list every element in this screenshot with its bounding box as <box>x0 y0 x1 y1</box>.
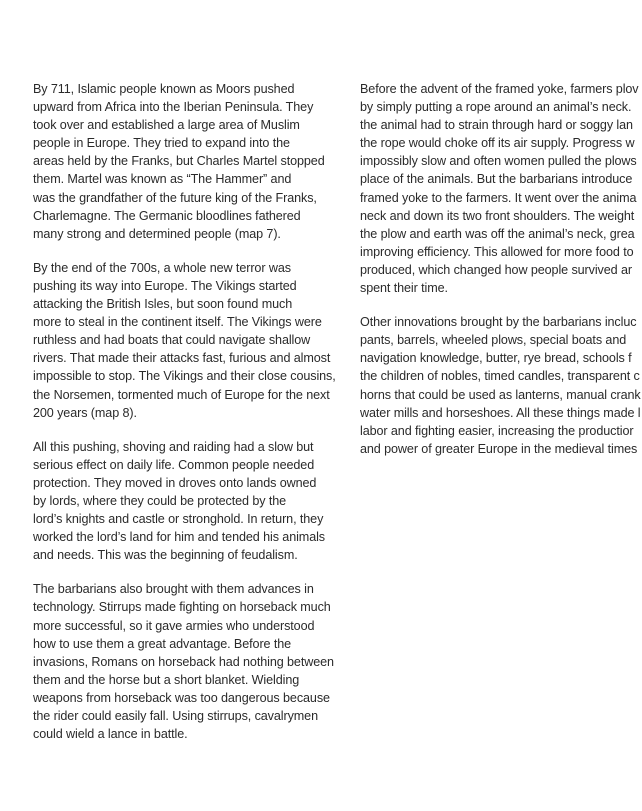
paragraph-feudalism <box>33 438 339 565</box>
text-line: the plow and earth was off the animal’s neck, grea <box>360 226 635 241</box>
text-line: people in Europe. They tried to expand into the <box>33 136 290 151</box>
left-column <box>33 80 339 759</box>
text-line: the rope would choke off its air supply. Progress w <box>360 136 635 151</box>
text-line: by simply putting a rope around an animal’s neck. <box>360 100 632 115</box>
text-line: Before the advent of the framed yoke, farmers plov <box>360 82 639 96</box>
text-line: water mills and horseshoes. All these things made l <box>360 405 641 420</box>
text-line: ruthless and had boats that could navigate shallow <box>33 333 311 348</box>
text-line: By the end of the 700s, a whole new terror was <box>33 260 291 275</box>
text-line: many strong and determined people (map 7). <box>33 226 281 241</box>
text-line: spent their time. <box>360 281 448 296</box>
text-line: The barbarians also brought with them advances in <box>33 582 314 597</box>
right-column <box>360 80 642 474</box>
paragraph-vikings <box>33 259 339 422</box>
text-line: and needs. This was the beginning of feudalism. <box>33 548 298 563</box>
text-line: the animal had to strain through hard or soggy lan <box>360 118 633 133</box>
text-line: All this pushing, shoving and raiding had a slow but <box>33 439 314 454</box>
text-line: attacking the British Isles, but soon found much <box>33 297 293 312</box>
text-line: By 711, Islamic people known as Moors pushed <box>33 82 295 96</box>
text-line: produced, which changed how people survived ar <box>360 262 632 277</box>
text-line: weapons from horseback was too dangerous because <box>33 690 330 705</box>
text-line: rivers. That made their attacks fast, furious and almost <box>33 351 331 366</box>
paragraph-stirrups <box>33 580 339 743</box>
text-line: them. Martel was known as “The Hammer” and <box>33 172 292 187</box>
paragraph-innovations <box>360 313 642 458</box>
text-line: place of the animals. But the barbarians introduce <box>360 172 633 187</box>
text-line: was the grandfather of the future king of the Franks, <box>33 190 317 205</box>
text-line: pushing its way into Europe. The Vikings started <box>33 278 297 293</box>
text-line: worked the lord’s land for him and tended his animals <box>33 530 325 545</box>
text-line: more successful, so it gave armies who understood <box>33 618 315 633</box>
text-line: by lords, where they could be protected by the <box>33 493 287 508</box>
text-line: technology. Stirrups made fighting on horseback much <box>33 600 331 615</box>
text-line: navigation knowledge, butter, rye bread, schools f <box>360 351 632 366</box>
text-line: lord’s knights and castle or stronghold. In return, they <box>33 512 324 527</box>
text-line: improving efficiency. This allowed for more food to <box>360 244 634 259</box>
text-line: and power of greater Europe in the medieval times <box>360 441 638 456</box>
text-line: areas held by the Franks, but Charles Martel stopped <box>33 154 325 169</box>
text-line: serious effect on daily life. Common people needed <box>33 457 315 472</box>
text-line: impossibly slow and often women pulled the plows <box>360 154 637 169</box>
paragraph-framed-yoke <box>360 80 642 297</box>
text-line: how to use them a great advantage. Before the <box>33 636 292 651</box>
text-line: impossible to stop. The Vikings and their close cousins, <box>33 369 336 384</box>
text-line: Other innovations brought by the barbarians incluc <box>360 315 637 330</box>
text-line: framed yoke to the farmers. It went over the anima <box>360 190 637 205</box>
text-line: took over and established a large area of Muslim <box>33 118 300 133</box>
text-line: the children of nobles, timed candles, transparent c <box>360 369 640 384</box>
text-line: protection. They moved in droves onto lands owned <box>33 475 317 490</box>
text-line: more to steal in the continent itself. The Vikings were <box>33 315 322 330</box>
text-line: the rider could easily fall. Using stirrups, cavalrymen <box>33 709 318 723</box>
text-line: 200 years (map 8). <box>33 405 137 420</box>
text-line: Charlemagne. The Germanic bloodlines fathered <box>33 208 301 223</box>
text-line: could wield a lance in battle. <box>33 727 188 742</box>
text-line: them and the horse but a short blanket. Wielding <box>33 672 300 687</box>
text-line: upward from Africa into the Iberian Peninsula. They <box>33 100 314 115</box>
text-line: horns that could be used as lanterns, manual crank <box>360 387 641 402</box>
text-line: labor and fighting easier, increasing the productior <box>360 423 634 438</box>
paragraph-moors <box>33 80 339 243</box>
text-line: invasions, Romans on horseback had nothing between <box>33 654 334 669</box>
text-line: the Norsemen, tormented much of Europe for the next <box>33 387 330 402</box>
text-line: neck and down its two front shoulders. The weight <box>360 208 635 223</box>
text-line: pants, barrels, wheeled plows, special boats and <box>360 333 627 348</box>
